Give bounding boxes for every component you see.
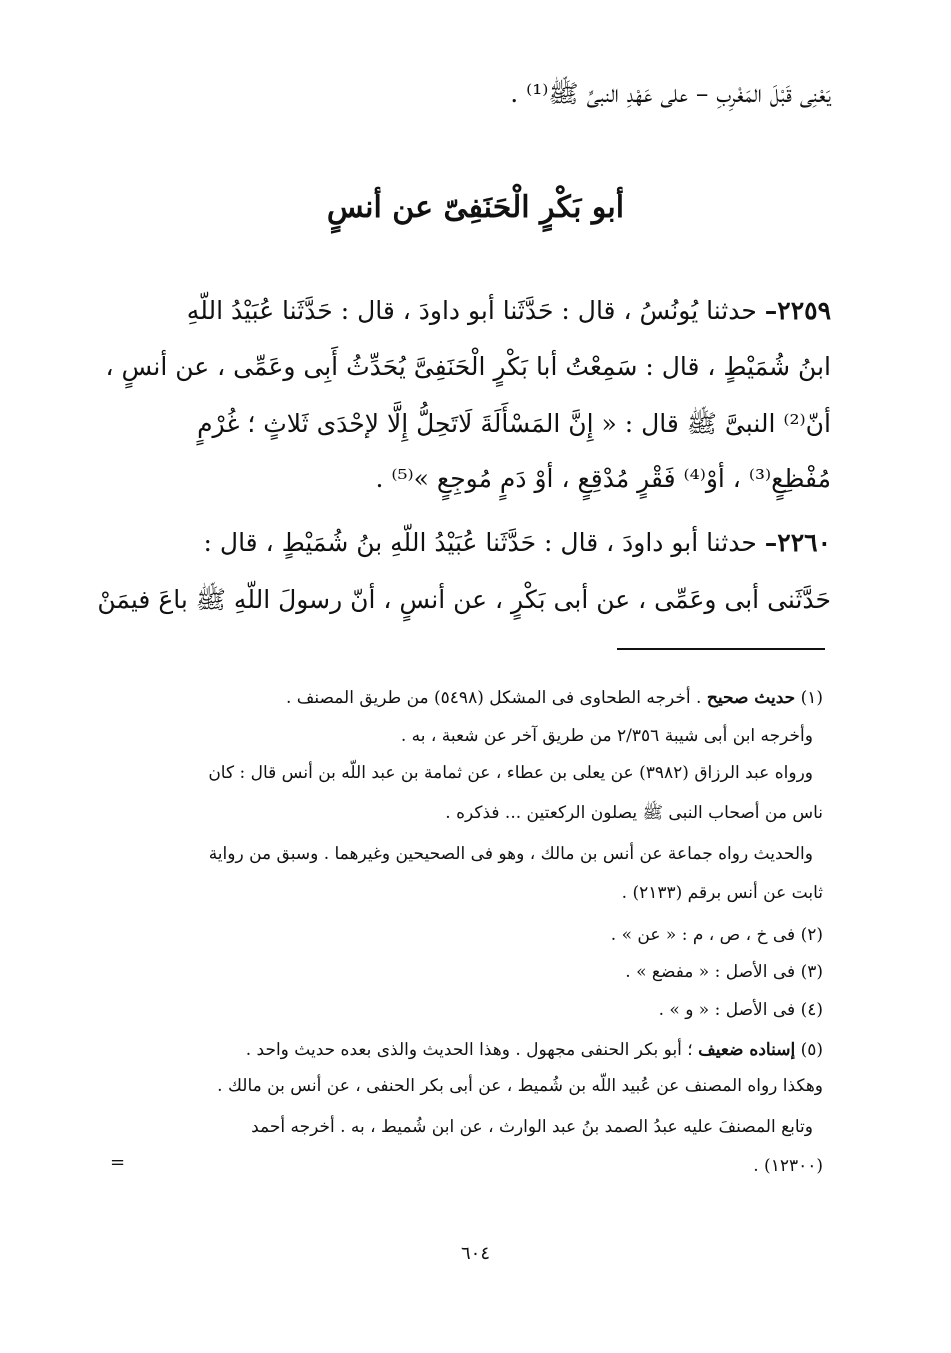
- footnote-1-line2: وأخرجه ابن أبى شيبة ٢/٣٥٦ من طريق آخر عن شعبة ، به .: [400, 726, 813, 746]
- grading-label: حديث صحيح: [706, 688, 796, 708]
- footnote-3: (٣) فى الأصل : « مفضع » .: [625, 962, 823, 982]
- page-number: ٦٠٤: [460, 1243, 490, 1264]
- footnote-5-line3: وتابع المصنفَ عليه عبدُ الصمد بنُ عبد الوارث ، عن ابن شُميط ، به . أخرجه أحمد: [251, 1117, 813, 1137]
- footnote-2: (٢) فى خ ، ص ، م : « عن » .: [610, 925, 823, 945]
- footnote-text: ؛ أبو بكر الحنفى مجهول . وهذا الحديث والذى بعده حديث واحد .: [245, 1040, 693, 1060]
- footnote-label: (١): [800, 688, 823, 708]
- hadith-2259-line3: أنّ⁽²⁾ النبىَّ ﷺ قال : « إِنَّ المَسْأَلَةَ لَاتَحِلُّ إِلَّا لإحْدَى ثَلاثٍ ؛ غُرْمٍ: [197, 409, 831, 438]
- footnote-label: (٥): [800, 1040, 823, 1060]
- footnote-1: [286, 688, 823, 708]
- hadith-text: حدثنا يُونُسُ ، قال : حَدَّثَنا أبو داودَ ، قال : حَدَّثَنا عُبَيْدُ اللّهِ: [186, 296, 757, 325]
- footnote-separator: [617, 648, 825, 650]
- hadith-number: ٢٢٦٠–: [764, 528, 831, 557]
- hadith-number: ٢٢٥٩–: [764, 296, 831, 325]
- footnote-text: . أخرجه الطحاوى فى المشكل (٥٤٩٨) من طريق المصنف .: [285, 688, 702, 708]
- hadith-2259-line1: [187, 296, 831, 325]
- footnote-1-line4: ناس من أصحاب النبى ﷺ يصلون الركعتين ... فذكره .: [445, 803, 823, 823]
- footnote-1-line6: ثابت عن أنس برقم (٢١٣٣) .: [621, 883, 823, 903]
- footnote-1-line5: والحديث رواه جماعة عن أنس بن مالك ، وهو فى الصحيحين وغيرهما . وسبق من رواية: [208, 844, 813, 864]
- top-line: يَعْنِى قَبْلَ المَغْرِبِ – على عَهْدِ النبىِّ ﷺ⁽¹⁾ .: [510, 79, 831, 108]
- section-heading: أبو بَكْرٍ الْحَنَفِىّ عن أنسٍ: [326, 190, 625, 225]
- continuation-mark: =: [110, 1152, 126, 1173]
- hadith-text: حدثنا أبو داودَ ، قال : حَدَّثَنا عُبَيْدُ اللّهِ بنُ شُمَيْطٍ ، قال :: [203, 528, 757, 557]
- footnote-5-line2: وهكذا رواه المصنف عن عُبيد اللّه بن شُميط ، عن أبى بكر الحنفى ، عن أنس بن مالك .: [217, 1076, 823, 1096]
- hadith-2259-line2: ابنُ شُمَيْطٍ ، قال : سَمِعْتُ أبا بَكْرٍ الْحَنَفِىَّ يُحَدِّثُ أَبِى وعَمِّى ، عن أنسٍ ،: [105, 352, 831, 381]
- hadith-2259-line4: مُفْظِعٍ⁽³⁾ ، أوْ⁽⁴⁾ فَقْرٍ مُدْقِعٍ ، أوْ دَمٍ مُوجِعٍ »⁽⁵⁾ .: [375, 464, 831, 493]
- hadith-2260-line1: [204, 528, 831, 557]
- footnote-1-line3: ورواه عبد الرزاق (٣٩٨٢) عن يعلى بن عطاء ، عن ثمامة بن عبد اللّه بن أنس قال : كان: [208, 763, 813, 783]
- grading-label: إسناده ضعيف: [698, 1040, 796, 1060]
- footnote-4: (٤) فى الأصل : « و » .: [658, 1000, 823, 1020]
- hadith-2260-line2: حَدَّثَنى أبى وعَمِّى ، عن أبى بَكْرٍ ، عن أنسٍ ، أنّ رسولَ اللّهِ ﷺ باعَ فيمَنْ: [97, 585, 831, 614]
- footnote-5-line4: (١٢٣٠٠) .: [753, 1156, 823, 1176]
- footnote-5: [246, 1040, 823, 1060]
